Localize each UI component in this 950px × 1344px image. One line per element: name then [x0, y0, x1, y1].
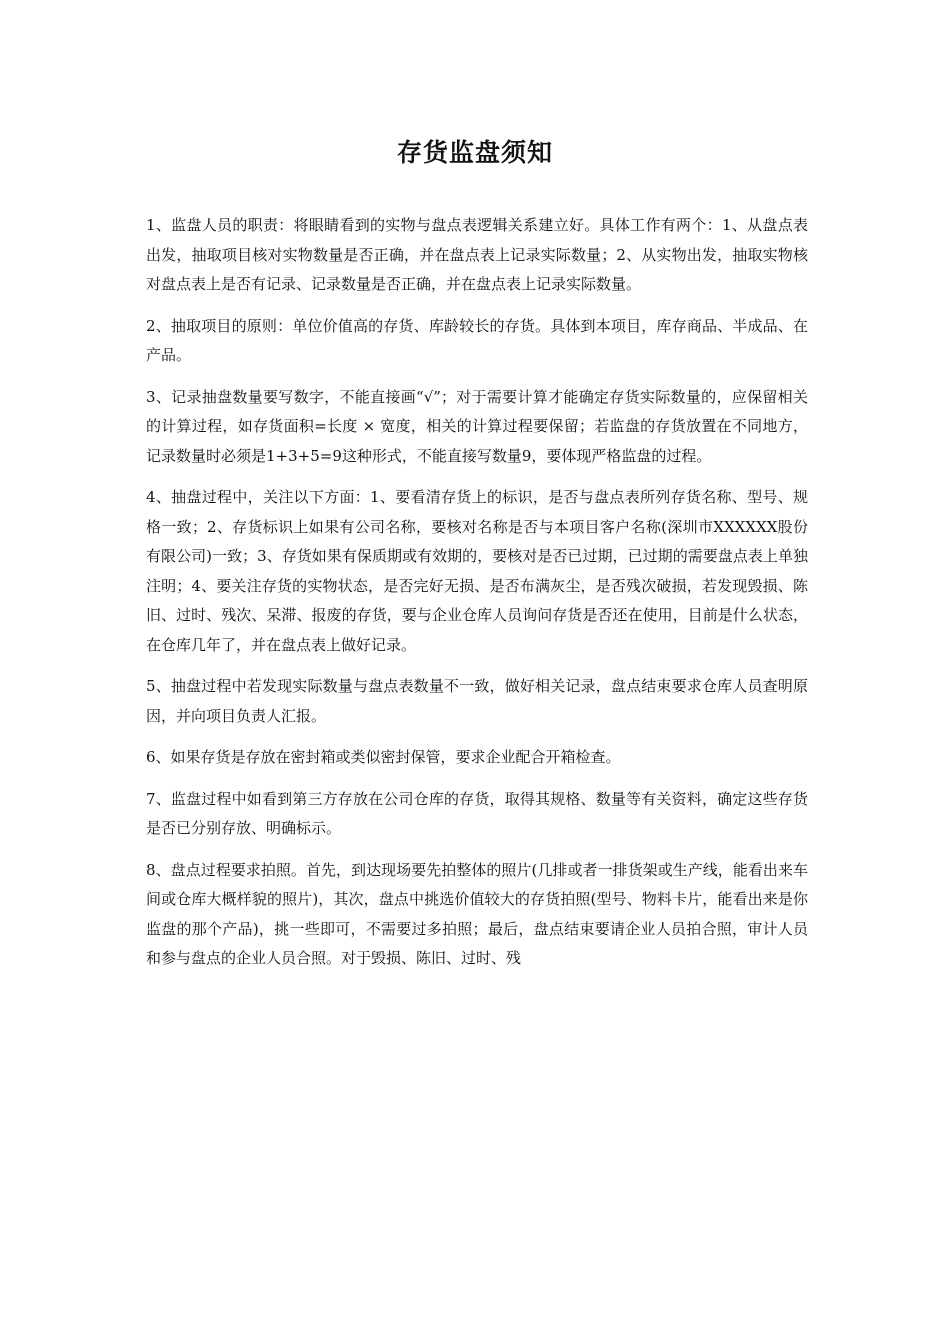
paragraph-4: 4、抽盘过程中，关注以下方面：1、要看清存货上的标识，是否与盘点表所列存货名称、型号、规格一致；2、存货标识上如果有公司名称，要核对名称是否与本项目客户名称(深圳市XXXXXX股份有限公司)一致；3、存货如果有保质期或有效期的，要核对是否已过期，已过期的需要盘点表上单独注明；4、要关注存货的实物状态，是否完好无损、是否布满灰尘，是否残次破损，若发现毁损、陈旧、过时、残次、呆滞、报废的存货，要与企业仓库人员询问存货是否还在使用，目前是什么状态，在仓库几年了，并在盘点表上做好记录。 — [146, 488, 808, 654]
document-title: 存货监盘须知 — [396, 138, 553, 167]
paragraph-8: 8、盘点过程要求拍照。首先，到达现场要先拍整体的照片(几排或者一排货架或生产线，能看出来车间或仓库大概样貌的照片)，其次，盘点中挑选价值较大的存货拍照(型号、物料卡片，能看出来是你监盘的那个产品)，挑一些即可，不需要过多拍照；最后，盘点结束要请企业人员拍合照，审计人员和参与盘点的企业人员合照。对于毁损、陈旧、过时、残 — [146, 860, 808, 967]
paragraph-6: 6、如果存货是存放在密封箱或类似密封保管，要求企业配合开箱检查。 — [146, 748, 621, 766]
paragraph-5: 5、抽盘过程中若发现实际数量与盘点表数量不一致，做好相关记录，盘点结束要求仓库人员查明原因，并向项目负责人汇报。 — [146, 677, 808, 725]
paragraph-1: 1、监盘人员的职责：将眼睛看到的实物与盘点表逻辑关系建立好。具体工作有两个：1、从盘点表出发，抽取项目核对实物数量是否正确，并在盘点表上记录实际数量；2、从实物出发，抽取实物核对盘点表上是否有记录、记录数量是否正确，并在盘点表上记录实际数量。 — [146, 216, 808, 293]
paragraph-7: 7、监盘过程中如看到第三方存放在公司仓库的存货，取得其规格、数量等有关资料，确定这些存货是否已分别存放、明确标示。 — [146, 789, 808, 837]
paragraph-2: 2、抽取项目的原则：单位价值高的存货、库龄较长的存货。具体到本项目，库存商品、半成品、在产品。 — [146, 316, 808, 364]
document-body — [146, 211, 808, 986]
paragraph-3: 3、记录抽盘数量要写数字，不能直接画“√”；对于需要计算才能确定存货实际数量的，应保留相关的计算过程，如存货面积=长度 × 宽度，相关的计算过程要保留；若监盘的存货放置在不同地方，记录数量时必须是1+3+5=9这种形式，不能直接写数量9，要体现严格监盘的过程。 — [146, 387, 808, 465]
